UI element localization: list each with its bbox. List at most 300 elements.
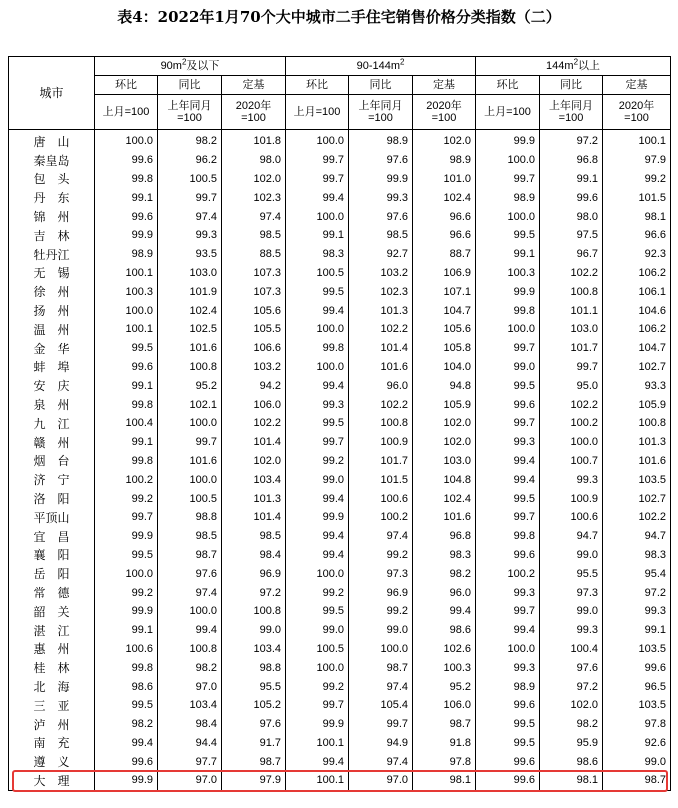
value-cell: 99.7 xyxy=(158,188,222,207)
value-cell: 100.5 xyxy=(158,170,222,189)
value-cell: 100.1 xyxy=(286,734,349,753)
value-cell: 100.1 xyxy=(603,130,671,151)
value-cell: 96.7 xyxy=(540,245,603,264)
value-cell: 105.6 xyxy=(413,320,476,339)
value-cell: 96.8 xyxy=(413,527,476,546)
value-cell: 103.5 xyxy=(603,470,671,489)
value-cell: 102.2 xyxy=(603,508,671,527)
table-row xyxy=(9,188,671,207)
city-cell: 大 理 xyxy=(9,771,95,790)
price-index-table xyxy=(8,56,671,791)
value-cell: 96.0 xyxy=(413,583,476,602)
value-cell: 96.2 xyxy=(158,151,222,170)
value-cell: 102.4 xyxy=(413,188,476,207)
table-row xyxy=(9,130,671,151)
value-cell: 100.0 xyxy=(286,207,349,226)
table-row xyxy=(9,489,671,508)
table-row xyxy=(9,170,671,189)
city-cell: 宜 昌 xyxy=(9,527,95,546)
value-cell: 105.8 xyxy=(413,339,476,358)
value-cell: 99.2 xyxy=(349,602,413,621)
city-cell: 泉 州 xyxy=(9,395,95,414)
value-cell: 102.3 xyxy=(222,188,286,207)
value-cell: 106.1 xyxy=(603,282,671,301)
value-cell: 99.4 xyxy=(286,188,349,207)
table-row xyxy=(9,320,671,339)
value-cell: 101.3 xyxy=(222,489,286,508)
city-cell: 湛 江 xyxy=(9,621,95,640)
value-cell: 100.6 xyxy=(349,489,413,508)
base-header-cell: 上月=100 xyxy=(476,95,540,130)
value-cell: 102.5 xyxy=(158,320,222,339)
table-row xyxy=(9,715,671,734)
value-cell: 98.2 xyxy=(413,564,476,583)
city-cell: 常 德 xyxy=(9,583,95,602)
value-cell: 102.2 xyxy=(540,264,603,283)
value-cell: 101.3 xyxy=(349,301,413,320)
value-cell: 98.4 xyxy=(158,715,222,734)
value-cell: 99.8 xyxy=(476,301,540,320)
value-cell: 101.6 xyxy=(349,358,413,377)
group-header-medium: $90-144m^2$ xyxy=(286,57,476,76)
value-cell: 99.6 xyxy=(95,151,158,170)
value-cell: 102.0 xyxy=(413,414,476,433)
value-cell: 98.0 xyxy=(222,151,286,170)
value-cell: 92.6 xyxy=(603,734,671,753)
value-cell: 97.2 xyxy=(540,677,603,696)
sub-header-cell: 环比 xyxy=(476,76,540,95)
sub-header-cell: 同比 xyxy=(349,76,413,95)
value-cell: 107.3 xyxy=(222,282,286,301)
value-cell: 100.2 xyxy=(95,470,158,489)
value-cell: 100.0 xyxy=(95,301,158,320)
value-cell: 97.6 xyxy=(158,564,222,583)
value-cell: 99.6 xyxy=(476,771,540,790)
sub-header-cell: 环比 xyxy=(95,76,158,95)
value-cell: 91.7 xyxy=(222,734,286,753)
value-cell: 97.9 xyxy=(222,771,286,790)
table-row xyxy=(9,527,671,546)
value-cell: 98.6 xyxy=(540,752,603,771)
city-cell: 扬 州 xyxy=(9,301,95,320)
value-cell: 92.3 xyxy=(603,245,671,264)
value-cell: 102.0 xyxy=(222,170,286,189)
value-cell: 99.4 xyxy=(476,452,540,471)
table-row xyxy=(9,658,671,677)
value-cell: 99.2 xyxy=(349,546,413,565)
value-cell: 98.2 xyxy=(95,715,158,734)
value-cell: 97.6 xyxy=(349,207,413,226)
value-cell: 100.4 xyxy=(540,640,603,659)
value-cell: 106.6 xyxy=(222,339,286,358)
value-cell: 100.0 xyxy=(286,130,349,151)
value-cell: 102.7 xyxy=(603,489,671,508)
city-cell: 三 亚 xyxy=(9,696,95,715)
value-cell: 103.2 xyxy=(222,358,286,377)
value-cell: 97.3 xyxy=(349,564,413,583)
city-cell: 无 锡 xyxy=(9,264,95,283)
value-cell: 100.0 xyxy=(286,658,349,677)
value-cell: 99.6 xyxy=(476,696,540,715)
value-cell: 103.2 xyxy=(349,264,413,283)
value-cell: 105.9 xyxy=(413,395,476,414)
value-cell: 98.2 xyxy=(158,130,222,151)
value-cell: 93.3 xyxy=(603,376,671,395)
value-cell: 105.5 xyxy=(222,320,286,339)
value-cell: 97.0 xyxy=(349,771,413,790)
value-cell: 99.1 xyxy=(603,621,671,640)
value-cell: 99.1 xyxy=(95,621,158,640)
value-cell: 105.4 xyxy=(349,696,413,715)
value-cell: 106.2 xyxy=(603,264,671,283)
value-cell: 100.9 xyxy=(540,489,603,508)
base-header-cell: 上年同月 =100 xyxy=(540,95,603,130)
value-cell: 106.2 xyxy=(603,320,671,339)
city-cell: 惠 州 xyxy=(9,640,95,659)
value-cell: 100.7 xyxy=(540,452,603,471)
base-header-row xyxy=(9,95,671,130)
value-cell: 97.6 xyxy=(540,658,603,677)
value-cell: 99.5 xyxy=(95,546,158,565)
value-cell: 99.6 xyxy=(476,752,540,771)
value-cell: 100.3 xyxy=(413,658,476,677)
value-cell: 104.7 xyxy=(603,339,671,358)
value-cell: 100.8 xyxy=(603,414,671,433)
value-cell: 99.8 xyxy=(95,170,158,189)
value-cell: 102.2 xyxy=(349,395,413,414)
value-cell: 99.9 xyxy=(476,130,540,151)
table-row xyxy=(9,546,671,565)
value-cell: 97.8 xyxy=(603,715,671,734)
value-cell: 99.8 xyxy=(286,339,349,358)
value-cell: 99.0 xyxy=(540,546,603,565)
value-cell: 99.3 xyxy=(476,658,540,677)
value-cell: 99.4 xyxy=(286,752,349,771)
value-cell: 101.5 xyxy=(603,188,671,207)
sub-header-cell: 定基 xyxy=(413,76,476,95)
value-cell: 102.2 xyxy=(540,395,603,414)
value-cell: 99.1 xyxy=(95,188,158,207)
value-cell: 99.1 xyxy=(476,245,540,264)
value-cell: 99.5 xyxy=(476,734,540,753)
value-cell: 102.4 xyxy=(158,301,222,320)
value-cell: 105.9 xyxy=(603,395,671,414)
value-cell: 98.6 xyxy=(95,677,158,696)
value-cell: 99.3 xyxy=(158,226,222,245)
value-cell: 99.4 xyxy=(95,734,158,753)
value-cell: 99.0 xyxy=(476,358,540,377)
city-cell: 南 充 xyxy=(9,734,95,753)
value-cell: 99.5 xyxy=(286,282,349,301)
value-cell: 98.3 xyxy=(603,546,671,565)
value-cell: 96.9 xyxy=(222,564,286,583)
base-header-cell: 上年同月 =100 xyxy=(158,95,222,130)
value-cell: 98.5 xyxy=(222,226,286,245)
value-cell: 102.0 xyxy=(540,696,603,715)
value-cell: 99.5 xyxy=(476,226,540,245)
value-cell: 99.3 xyxy=(349,188,413,207)
value-cell: 98.9 xyxy=(476,677,540,696)
value-cell: 100.6 xyxy=(540,508,603,527)
value-cell: 100.5 xyxy=(158,489,222,508)
value-cell: 99.7 xyxy=(476,508,540,527)
table-row xyxy=(9,414,671,433)
table-row xyxy=(9,696,671,715)
value-cell: 97.8 xyxy=(413,752,476,771)
value-cell: 107.3 xyxy=(222,264,286,283)
value-cell: 99.7 xyxy=(286,151,349,170)
value-cell: 102.0 xyxy=(222,452,286,471)
city-cell: 唐 山 xyxy=(9,130,95,151)
table-row xyxy=(9,621,671,640)
value-cell: 96.8 xyxy=(540,151,603,170)
value-cell: 88.7 xyxy=(413,245,476,264)
value-cell: 99.7 xyxy=(95,508,158,527)
table-row xyxy=(9,433,671,452)
value-cell: 100.1 xyxy=(95,320,158,339)
table-row xyxy=(9,207,671,226)
value-cell: 104.7 xyxy=(413,301,476,320)
value-cell: 95.0 xyxy=(540,376,603,395)
value-cell: 102.6 xyxy=(413,640,476,659)
value-cell: 93.5 xyxy=(158,245,222,264)
sub-header-cell: 定基 xyxy=(603,76,671,95)
value-cell: 97.6 xyxy=(349,151,413,170)
city-cell: 徐 州 xyxy=(9,282,95,301)
sub-header-cell: 定基 xyxy=(222,76,286,95)
table-row xyxy=(9,470,671,489)
value-cell: 106.0 xyxy=(222,395,286,414)
base-header-cell: 2020年 =100 xyxy=(413,95,476,130)
value-cell: 98.7 xyxy=(222,752,286,771)
city-cell: 蚌 埠 xyxy=(9,358,95,377)
value-cell: 94.7 xyxy=(540,527,603,546)
value-cell: 101.4 xyxy=(349,339,413,358)
group-header-small: $90m^2$及以下 xyxy=(95,57,286,76)
value-cell: 99.2 xyxy=(286,677,349,696)
value-cell: 103.5 xyxy=(603,696,671,715)
table-title: 表4：2022年1月70个大中城市二手住宅销售价格分类指数（二） xyxy=(117,8,561,26)
value-cell: 99.3 xyxy=(286,395,349,414)
base-header-cell: 2020年 =100 xyxy=(603,95,671,130)
value-cell: 104.0 xyxy=(413,358,476,377)
value-cell: 96.5 xyxy=(603,677,671,696)
value-cell: 98.2 xyxy=(158,658,222,677)
value-cell: 95.5 xyxy=(222,677,286,696)
value-cell: 98.2 xyxy=(540,715,603,734)
value-cell: 98.4 xyxy=(222,546,286,565)
value-cell: 101.5 xyxy=(349,470,413,489)
value-cell: 104.6 xyxy=(603,301,671,320)
value-cell: 101.4 xyxy=(222,508,286,527)
value-cell: 101.6 xyxy=(158,339,222,358)
value-cell: 99.7 xyxy=(540,358,603,377)
value-cell: 100.2 xyxy=(476,564,540,583)
value-cell: 95.2 xyxy=(413,677,476,696)
value-cell: 98.9 xyxy=(95,245,158,264)
value-cell: 99.2 xyxy=(95,489,158,508)
value-cell: 99.7 xyxy=(158,433,222,452)
city-cell: 岳 阳 xyxy=(9,564,95,583)
value-cell: 98.7 xyxy=(413,715,476,734)
value-cell: 99.8 xyxy=(476,527,540,546)
value-cell: 100.0 xyxy=(476,320,540,339)
table-row xyxy=(9,771,671,790)
value-cell: 98.8 xyxy=(222,658,286,677)
base-header-cell: 2020年 =100 xyxy=(222,95,286,130)
value-cell: 97.9 xyxy=(603,151,671,170)
city-cell: 温 州 xyxy=(9,320,95,339)
value-cell: 99.4 xyxy=(476,621,540,640)
value-cell: 98.5 xyxy=(158,527,222,546)
value-cell: 96.6 xyxy=(413,226,476,245)
value-cell: 99.1 xyxy=(95,433,158,452)
value-cell: 98.3 xyxy=(286,245,349,264)
value-cell: 99.0 xyxy=(349,621,413,640)
value-cell: 94.4 xyxy=(158,734,222,753)
value-cell: 99.2 xyxy=(603,170,671,189)
value-cell: 92.7 xyxy=(349,245,413,264)
city-cell: 遵 义 xyxy=(9,752,95,771)
value-cell: 98.9 xyxy=(349,130,413,151)
group-header-large: $144m^2$以上 xyxy=(476,57,671,76)
table-row xyxy=(9,226,671,245)
value-cell: 99.3 xyxy=(540,621,603,640)
value-cell: 97.5 xyxy=(540,226,603,245)
value-cell: 99.3 xyxy=(540,470,603,489)
value-cell: 101.8 xyxy=(222,130,286,151)
value-cell: 102.1 xyxy=(158,395,222,414)
value-cell: 101.3 xyxy=(603,433,671,452)
city-cell: 金 华 xyxy=(9,339,95,358)
city-cell: 平顶山 xyxy=(9,508,95,527)
value-cell: 99.8 xyxy=(95,395,158,414)
value-cell: 99.9 xyxy=(476,282,540,301)
value-cell: 96.9 xyxy=(349,583,413,602)
value-cell: 94.2 xyxy=(222,376,286,395)
value-cell: 100.0 xyxy=(286,320,349,339)
value-cell: 99.7 xyxy=(476,339,540,358)
value-cell: 98.5 xyxy=(222,527,286,546)
value-cell: 99.7 xyxy=(476,414,540,433)
value-cell: 102.2 xyxy=(222,414,286,433)
value-cell: 102.3 xyxy=(349,282,413,301)
table-row xyxy=(9,282,671,301)
value-cell: 99.9 xyxy=(95,226,158,245)
table-row xyxy=(9,264,671,283)
value-cell: 107.1 xyxy=(413,282,476,301)
value-cell: 96.6 xyxy=(413,207,476,226)
city-cell: 赣 州 xyxy=(9,433,95,452)
value-cell: 99.9 xyxy=(286,715,349,734)
value-cell: 97.2 xyxy=(222,583,286,602)
value-cell: 98.9 xyxy=(413,151,476,170)
value-cell: 99.4 xyxy=(286,376,349,395)
value-cell: 99.4 xyxy=(286,301,349,320)
value-cell: 100.2 xyxy=(349,508,413,527)
value-cell: 97.6 xyxy=(222,715,286,734)
city-cell: 济 宁 xyxy=(9,470,95,489)
value-cell: 100.0 xyxy=(158,470,222,489)
value-cell: 97.4 xyxy=(349,527,413,546)
value-cell: 101.1 xyxy=(540,301,603,320)
value-cell: 99.5 xyxy=(286,602,349,621)
table-row xyxy=(9,640,671,659)
value-cell: 95.9 xyxy=(540,734,603,753)
table-row xyxy=(9,752,671,771)
value-cell: 99.7 xyxy=(286,433,349,452)
value-cell: 100.0 xyxy=(95,130,158,151)
value-cell: 103.4 xyxy=(222,640,286,659)
value-cell: 99.4 xyxy=(286,489,349,508)
value-cell: 99.0 xyxy=(222,621,286,640)
value-cell: 99.9 xyxy=(286,508,349,527)
table-row xyxy=(9,734,671,753)
base-header-cell: 上年同月 =100 xyxy=(349,95,413,130)
base-header-cell: 上月=100 xyxy=(286,95,349,130)
table-row xyxy=(9,602,671,621)
city-cell: 牡丹江 xyxy=(9,245,95,264)
table-row xyxy=(9,151,671,170)
value-cell: 98.6 xyxy=(413,621,476,640)
value-cell: 99.0 xyxy=(286,470,349,489)
value-cell: 99.1 xyxy=(95,376,158,395)
value-cell: 103.0 xyxy=(413,452,476,471)
value-cell: 100.0 xyxy=(286,358,349,377)
city-cell: 丹 东 xyxy=(9,188,95,207)
city-cell: 洛 阳 xyxy=(9,489,95,508)
value-cell: 99.6 xyxy=(476,395,540,414)
value-cell: 99.7 xyxy=(349,715,413,734)
value-cell: 100.0 xyxy=(158,414,222,433)
value-cell: 94.7 xyxy=(603,527,671,546)
value-cell: 99.9 xyxy=(95,527,158,546)
value-cell: 98.3 xyxy=(413,546,476,565)
value-cell: 95.5 xyxy=(540,564,603,583)
value-cell: 101.6 xyxy=(413,508,476,527)
value-cell: 95.2 xyxy=(158,376,222,395)
city-cell: 桂 林 xyxy=(9,658,95,677)
value-cell: 100.8 xyxy=(158,640,222,659)
value-cell: 98.5 xyxy=(349,226,413,245)
value-cell: 99.7 xyxy=(286,170,349,189)
value-cell: 99.5 xyxy=(476,489,540,508)
value-cell: 97.2 xyxy=(540,130,603,151)
value-cell: 98.0 xyxy=(540,207,603,226)
value-cell: 104.8 xyxy=(413,470,476,489)
value-cell: 103.0 xyxy=(158,264,222,283)
city-cell: 九 江 xyxy=(9,414,95,433)
value-cell: 100.0 xyxy=(540,433,603,452)
value-cell: 100.2 xyxy=(540,414,603,433)
value-cell: 100.9 xyxy=(349,433,413,452)
value-cell: 96.6 xyxy=(603,226,671,245)
value-cell: 100.0 xyxy=(158,602,222,621)
sub-header-cell: 环比 xyxy=(286,76,349,95)
value-cell: 99.3 xyxy=(476,433,540,452)
city-cell: 包 头 xyxy=(9,170,95,189)
table-row xyxy=(9,395,671,414)
value-cell: 97.4 xyxy=(222,207,286,226)
value-cell: 99.1 xyxy=(540,170,603,189)
value-cell: 105.2 xyxy=(222,696,286,715)
value-cell: 103.4 xyxy=(222,470,286,489)
value-cell: 99.5 xyxy=(476,715,540,734)
value-cell: 97.7 xyxy=(158,752,222,771)
value-cell: 98.7 xyxy=(603,771,671,790)
value-cell: 106.9 xyxy=(413,264,476,283)
value-cell: 98.7 xyxy=(349,658,413,677)
